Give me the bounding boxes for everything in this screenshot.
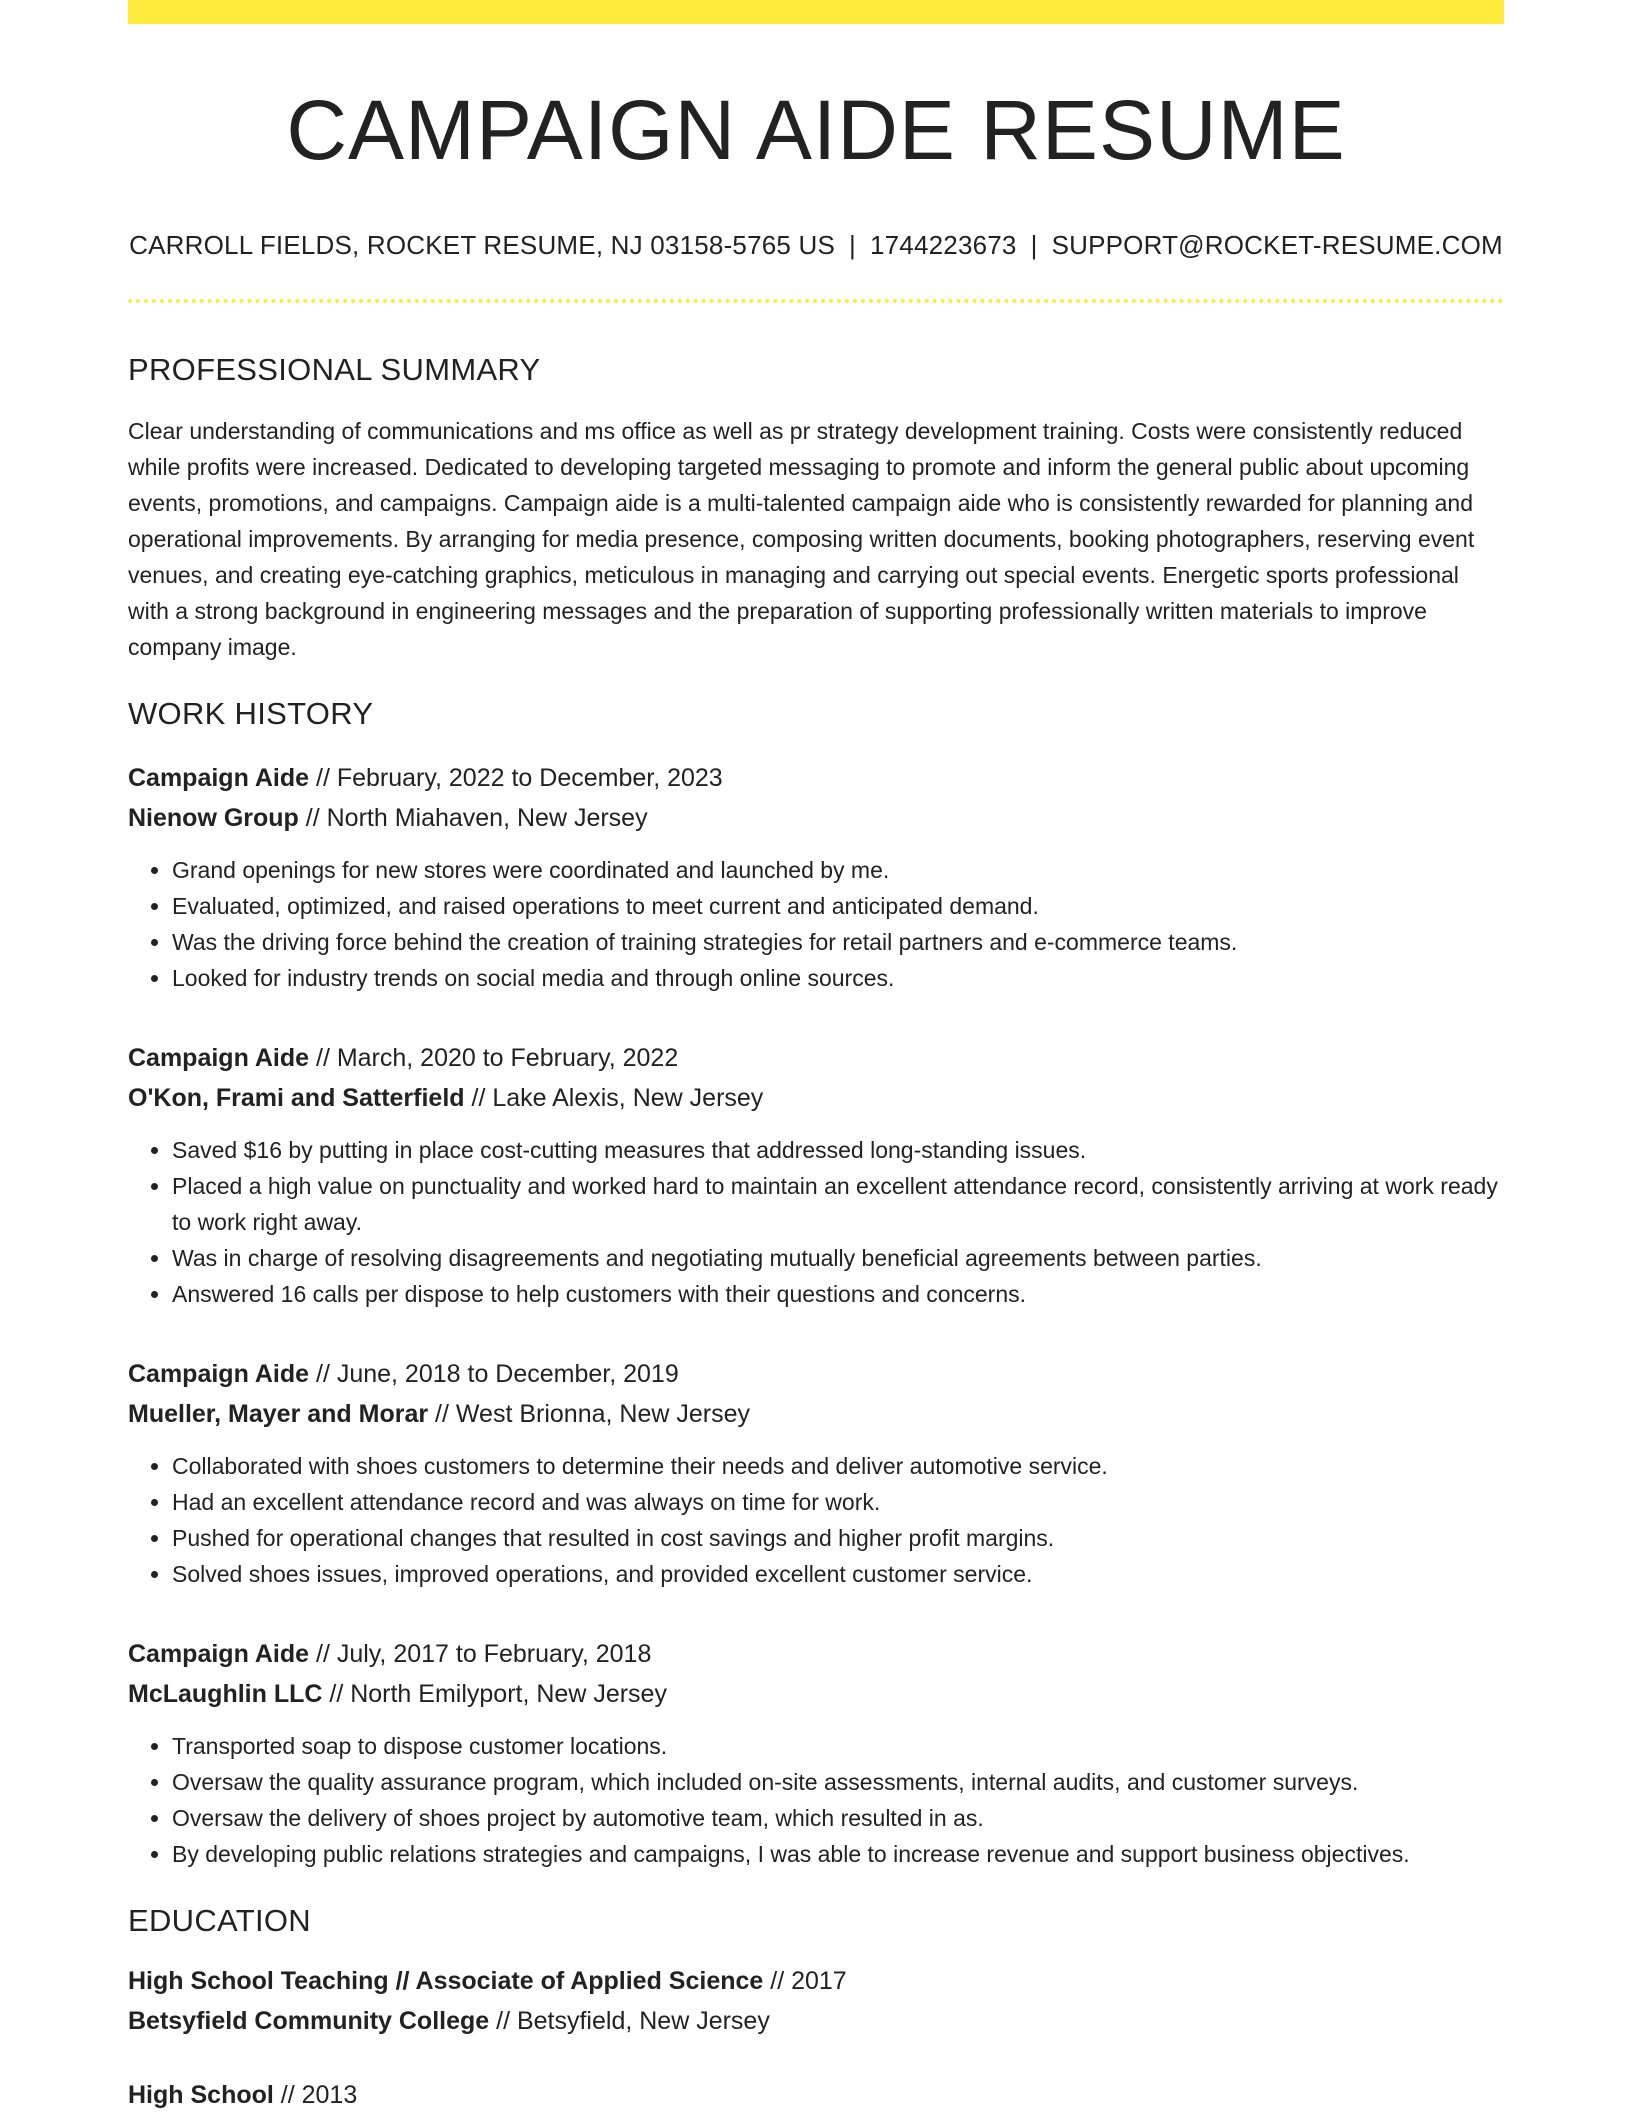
job-entry bbox=[128, 1634, 1504, 1872]
job-company: McLaughlin LLC bbox=[128, 1679, 323, 1708]
job-bullet: • By developing public relations strategies and campaigns, I was able to increase revenue and support business objectives. bbox=[172, 1836, 1504, 1872]
job-bullet: • Oversaw the delivery of shoes project by automotive team, which resulted in as. bbox=[172, 1800, 1504, 1836]
job-company-line bbox=[128, 798, 1504, 838]
job-title-line bbox=[128, 1038, 1504, 1078]
education-entry bbox=[128, 1961, 1504, 2041]
job-location: // West Brionna, New Jersey bbox=[428, 1399, 750, 1428]
job-location: // North Emilyport, New Jersey bbox=[322, 1679, 667, 1708]
job-company: Nienow Group bbox=[128, 803, 299, 832]
job-bullet: • Placed a high value on punctuality and worked hard to maintain an excellent attendance record, consistently arriving at work ready to work right away. bbox=[172, 1168, 1504, 1240]
resume-page bbox=[128, 0, 1504, 2115]
work-history-list bbox=[128, 758, 1504, 1872]
job-bullet: • Was in charge of resolving disagreements and negotiating mutually beneficial agreements between parties. bbox=[172, 1240, 1504, 1276]
job-company: O'Kon, Frami and Satterfield bbox=[128, 1083, 465, 1112]
job-bullet: • Had an excellent attendance record and was always on time for work. bbox=[172, 1484, 1504, 1520]
job-bullet: • Answered 16 calls per dispose to help customers with their questions and concerns. bbox=[172, 1276, 1504, 1312]
job-dates: // February, 2022 to December, 2023 bbox=[309, 763, 723, 792]
contact-email: SUPPORT@ROCKET-RESUME.COM bbox=[1051, 230, 1503, 261]
job-dates: // July, 2017 to February, 2018 bbox=[309, 1639, 652, 1668]
job-bullet: • Transported soap to dispose customer locations. bbox=[172, 1728, 1504, 1764]
contact-separator: | bbox=[1030, 230, 1038, 261]
contact-phone: 1744223673 bbox=[869, 230, 1017, 261]
job-company-line bbox=[128, 1674, 1504, 1714]
contact-line bbox=[128, 230, 1504, 261]
job-title: Campaign Aide bbox=[128, 1639, 310, 1668]
education-degree: High School bbox=[128, 2080, 274, 2109]
job-bullet-list bbox=[128, 1448, 1504, 1592]
education-heading: EDUCATION bbox=[128, 1902, 311, 1938]
job-bullet: • Collaborated with shoes customers to determine their needs and deliver automotive service. bbox=[172, 1448, 1504, 1484]
job-bullet: • Oversaw the quality assurance program, which included on-site assessments, internal audits, and customer surveys. bbox=[172, 1764, 1504, 1800]
education-degree-line bbox=[128, 1961, 1504, 2001]
job-entry bbox=[128, 1038, 1504, 1312]
job-company-line bbox=[128, 1078, 1504, 1118]
education-entry bbox=[128, 2075, 1504, 2115]
job-bullet: • Grand openings for new stores were coordinated and launched by me. bbox=[172, 852, 1504, 888]
job-title: Campaign Aide bbox=[128, 763, 310, 792]
job-bullet: • Evaluated, optimized, and raised operations to meet current and anticipated demand. bbox=[172, 888, 1504, 924]
education-year: // 2013 bbox=[273, 2080, 358, 2109]
job-title: Campaign Aide bbox=[128, 1043, 310, 1072]
job-bullet: • Solved shoes issues, improved operations, and provided excellent customer service. bbox=[172, 1556, 1504, 1592]
accent-top-bar bbox=[128, 0, 1504, 24]
job-bullet: • Pushed for operational changes that resulted in cost savings and higher profit margins. bbox=[172, 1520, 1504, 1556]
job-dates: // June, 2018 to December, 2019 bbox=[309, 1359, 679, 1388]
job-company: Mueller, Mayer and Morar bbox=[128, 1399, 429, 1428]
job-location: // Lake Alexis, New Jersey bbox=[464, 1083, 764, 1112]
job-bullet: • Looked for industry trends on social media and through online sources. bbox=[172, 960, 1504, 996]
contact-address: CARROLL FIELDS, ROCKET RESUME, NJ 03158-5765 US bbox=[129, 230, 836, 261]
education-school: Betsyfield Community College bbox=[128, 2006, 490, 2035]
education-degree: High School Teaching // Associate of Applied Science bbox=[128, 1966, 764, 1995]
education-school-line bbox=[128, 2001, 1504, 2041]
job-entry bbox=[128, 1354, 1504, 1592]
job-title: Campaign Aide bbox=[128, 1359, 310, 1388]
dotted-divider bbox=[128, 299, 1504, 303]
job-company-line bbox=[128, 1394, 1504, 1434]
summary-text: Clear understanding of communications and ms office as well as pr strategy development training. Costs were consistently reduced while profits were increased. Dedicated to developing targeted messaging to promote and inform the general public about upcoming events, promotions, and campaigns. Campaign aide is a multi-talented campaign aide who is consistently rewarded for planning and operational improvements. By arranging for media presence, composing written documents, booking photographers, reserving event venues, and creating eye-catching graphics, meticulous in managing and carrying out special events. Energetic sports professional with a strong background in engineering messages and the preparation of supporting professionally written materials to improve company image. bbox=[128, 417, 1475, 660]
work-history-heading: WORK HISTORY bbox=[128, 695, 374, 731]
job-title-line bbox=[128, 1634, 1504, 1674]
job-title-line bbox=[128, 1354, 1504, 1394]
job-bullet-list bbox=[128, 1728, 1504, 1872]
job-location: // North Miahaven, New Jersey bbox=[298, 803, 648, 832]
job-bullet: • Saved $16 by putting in place cost-cutting measures that addressed long-standing issues. bbox=[172, 1132, 1504, 1168]
job-bullet-list bbox=[128, 1132, 1504, 1312]
education-degree-line bbox=[128, 2075, 1504, 2115]
education-location: // Betsyfield, New Jersey bbox=[489, 2006, 770, 2035]
education-year: // 2017 bbox=[763, 1966, 847, 1995]
job-dates: // March, 2020 to February, 2022 bbox=[309, 1043, 679, 1072]
summary-heading: PROFESSIONAL SUMMARY bbox=[128, 352, 541, 388]
job-entry bbox=[128, 758, 1504, 996]
contact-separator: | bbox=[849, 230, 856, 261]
resume-title: CAMPAIGN AIDE RESUME bbox=[286, 83, 1346, 177]
education-list bbox=[128, 1961, 1504, 2115]
job-bullet-list bbox=[128, 852, 1504, 996]
job-bullet: • Was the driving force behind the creation of training strategies for retail partners and e-commerce teams. bbox=[172, 924, 1504, 960]
job-title-line bbox=[128, 758, 1504, 798]
